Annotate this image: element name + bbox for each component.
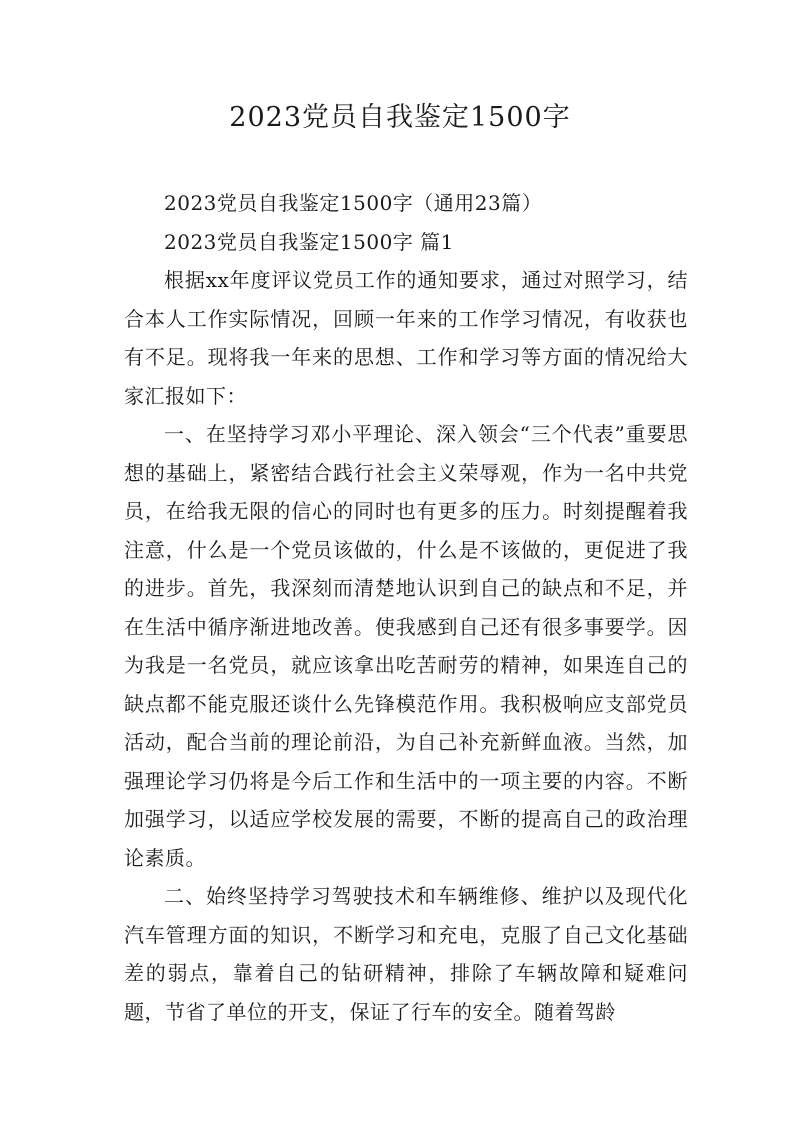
body-paragraph: 一、在坚持学习邓小平理论、深入领会“三个代表”重要思想的基础上，紧密结合践行社会主义荣辱观，作为一名中共党员，在给我无限的信心的同时也有更多的压力。时刻提醒着我注意，什么是一个党员该做的，什么是不该做的，更促进了我的进步。首先，我深刻而清楚地认识到自己的缺点和不足，并在生活中循序渐进地改善。使我感到自己还有很多事要学。因为我是一名党员，就应该拿出吃苦耐劳的精神，如果连自己的缺点都不能克服还谈什么先锋模范作用。我积极响应支部党员活动，配合当前的理论前沿，为自己补充新鲜血液。当然，加强理论学习仍将是今后工作和生活中的一项主要的内容。不断加强学习，以适应学校发展的需要，不断的提高自己的政治理论素质。 — [124, 422, 688, 870]
section-heading: 2023党员自我鉴定1500字 篇1 — [164, 229, 454, 254]
body-paragraph: 二、始终坚持学习驾驶技术和车辆维修、维护以及现代化汽车管理方面的知识，不断学习和充电，克服了自己文化基础差的弱点，靠着自己的钻研精神，排除了车辆故障和疑难问题，节省了单位的开支，保证了行车的安全。随着驾龄 — [124, 884, 688, 1024]
document-body — [124, 184, 688, 1031]
document-title: 2023党员自我鉴定1500字 — [229, 102, 571, 133]
body-paragraph: 根据xx年度评议党员工作的通知要求，通过对照学习，结合本人工作实际情况，回顾一年来的工作学习情况，有收获也有不足。现将我一年来的思想、工作和学习等方面的情况给大家汇报如下： — [124, 268, 688, 408]
subtitle-paragraph: 2023党员自我鉴定1500字（通用23篇） — [164, 191, 543, 215]
